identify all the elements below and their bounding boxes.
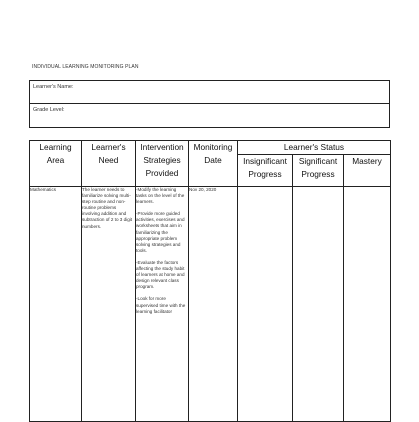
intervention-item: -Evaluate the factors affecting the study habit of learners at home and design relevant class program. <box>136 259 185 290</box>
cell-intervention <box>136 187 189 422</box>
cell-learning-area: Mathematics <box>30 187 82 422</box>
header-monitoring-date: Monitoring Date <box>189 141 238 187</box>
cell-mastery <box>344 187 391 422</box>
header-intervention: Intervention Strategies Provided <box>136 141 189 187</box>
learner-name-field <box>30 81 389 104</box>
header-learning-area: Learning Area <box>30 141 82 187</box>
header-learners-status: Learner's Status <box>238 141 391 155</box>
cell-significant-progress <box>293 187 344 422</box>
cell-monitoring-date: Nov 20, 2020 <box>189 187 238 422</box>
learner-name-label: Learner's Name: <box>33 84 74 90</box>
header-insignificant-progress: Insignificant Progress <box>238 155 293 187</box>
grade-level-label: Grade Level: <box>33 107 65 113</box>
learner-info-box <box>29 80 390 128</box>
header-mastery: Mastery <box>344 155 391 187</box>
grade-level-field <box>30 104 389 127</box>
cell-learners-need: The learner needs to familiarize solving multi-step routine and non-routine problems involving addition and subtraction of 2 to 3 digit numbers. <box>82 187 136 422</box>
cell-insignificant-progress <box>238 187 293 422</box>
monitoring-table <box>29 140 391 422</box>
intervention-item: -Provide more guided activities, exercises and worksheets that aim in familiarizing the appropriate problem solving strategies and tools. <box>136 211 185 253</box>
intervention-item: -Look for more supervised time with the learning facilitator <box>136 296 186 314</box>
intervention-item: -Modify the learning tasks on the level of the learners. <box>136 187 185 205</box>
plan-title: INDIVIDUAL LEARNING MONITORING PLAN <box>32 64 139 70</box>
header-learners-need: Learner's Need <box>82 141 136 187</box>
table-row <box>30 187 391 422</box>
header-significant-progress: Significant Progress <box>293 155 344 187</box>
